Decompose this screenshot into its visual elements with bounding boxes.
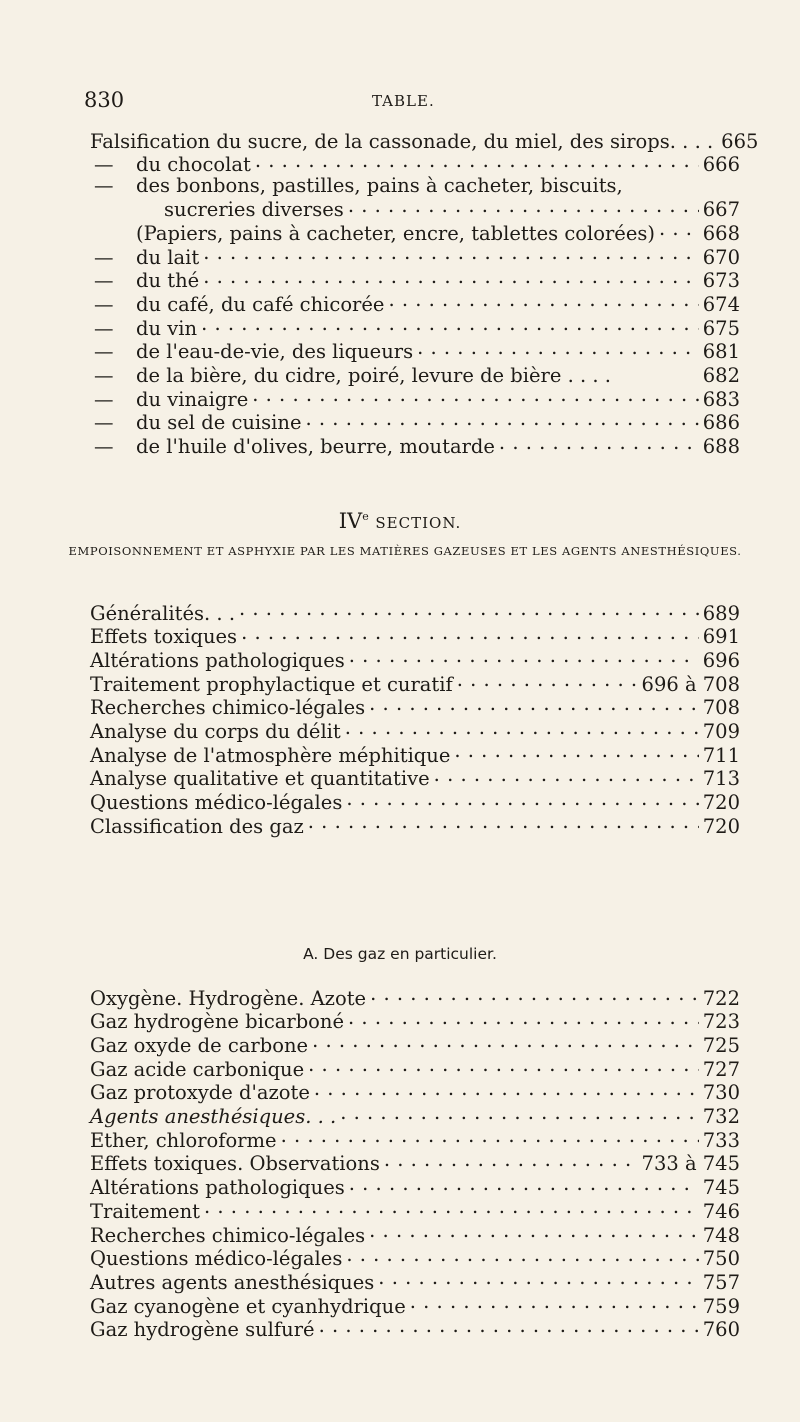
toc-entry-page: 675 xyxy=(702,316,740,340)
ditto-dash: — xyxy=(94,411,114,435)
dot-leader xyxy=(252,386,699,406)
toc-entry xyxy=(90,339,740,363)
toc-entry xyxy=(90,647,740,671)
dot-leader xyxy=(346,1246,698,1266)
toc-entry-page: 720 xyxy=(702,814,740,838)
ditto-dash: — xyxy=(94,153,114,177)
toc-entry-page: 686 xyxy=(702,411,740,435)
dot-leader xyxy=(659,220,699,240)
section-numeral-sup: e xyxy=(362,510,369,523)
toc-entry-label: Analyse du corps du délit xyxy=(90,720,341,744)
toc-entry xyxy=(90,434,740,458)
toc-entry-label: Effets toxiques xyxy=(90,625,238,649)
dot-leader xyxy=(308,813,699,833)
toc-entry-label: du thé xyxy=(136,269,200,293)
toc-entry xyxy=(90,1293,740,1317)
toc-entry xyxy=(90,386,740,410)
dot-leader xyxy=(281,1127,699,1147)
dot-leader xyxy=(384,1151,638,1171)
toc-entry xyxy=(90,1009,740,1033)
toc-entry-label: Questions médico-légales xyxy=(90,791,343,815)
toc-entry-label: Ether, chloroforme xyxy=(90,1128,277,1152)
toc-entry xyxy=(90,695,740,719)
toc-entry-page: 681 xyxy=(702,340,740,364)
toc-entry-page: 733 à 745 xyxy=(641,1152,740,1176)
dot-leader xyxy=(417,339,699,359)
dot-leader xyxy=(457,671,638,691)
toc-entry-label: des bonbons, pastilles, pains à cacheter, biscuits, xyxy=(136,174,623,198)
dot-leader xyxy=(241,624,699,644)
ditto-dash: — xyxy=(94,269,114,293)
dot-leader xyxy=(369,1222,699,1242)
toc-entry xyxy=(90,128,759,153)
toc-entry-label: Généralités. . . xyxy=(90,601,236,625)
toc-entry-page: 732 xyxy=(702,1105,740,1129)
toc-entry-label: Effets toxiques. Observations xyxy=(90,1152,380,1176)
toc-entry-label: Gaz cyanogène et cyanhydrique xyxy=(90,1294,406,1318)
dot-leader xyxy=(454,742,698,762)
dot-leader xyxy=(203,244,699,264)
toc-entry-label: Altérations pathologiques xyxy=(90,1176,345,1200)
dot-leader xyxy=(378,1269,698,1289)
running-title: TABLE. xyxy=(372,92,435,110)
toc-entry xyxy=(90,315,740,339)
toc-entry-label: Oxygène. Hydrogène. Azote xyxy=(90,986,367,1010)
toc-entry-page: 670 xyxy=(702,245,740,269)
ditto-dash: — xyxy=(94,245,114,269)
toc-entry-label: Traitement xyxy=(90,1199,200,1223)
dot-leader xyxy=(369,695,699,715)
falsification-list xyxy=(90,128,759,459)
dot-leader xyxy=(308,1056,699,1076)
toc-entry-page: 750 xyxy=(702,1247,740,1271)
toc-entry-label: Gaz protoxyde d'azote xyxy=(90,1081,310,1105)
toc-entry xyxy=(90,220,740,244)
toc-entry xyxy=(90,1317,740,1341)
dot-leader xyxy=(349,1175,699,1195)
toc-entry xyxy=(90,1198,740,1222)
toc-entry-page: 757 xyxy=(702,1270,740,1294)
toc-entry-label: Gaz oxyde de carbone xyxy=(90,1033,309,1057)
toc-entry xyxy=(90,1269,740,1293)
toc-entry-page: 674 xyxy=(702,292,740,316)
dot-leader xyxy=(348,1009,699,1029)
toc-entry xyxy=(90,244,740,268)
toc-entry-label: Analyse de l'atmosphère méphitique xyxy=(90,743,451,767)
toc-entry-label: de la bière, du cidre, poiré, levure de bière . . . . xyxy=(136,364,611,388)
dot-leader xyxy=(203,268,699,288)
toc-entry-label: Gaz hydrogène sulfuré xyxy=(90,1318,315,1342)
toc-entry-page: 691 xyxy=(702,625,740,649)
toc-entry-page: 711 xyxy=(702,743,740,767)
toc-entry xyxy=(90,766,740,790)
toc-entry xyxy=(90,790,740,814)
dot-leader xyxy=(410,1293,699,1313)
toc-entry xyxy=(90,175,740,196)
toc-entry-page: 665 xyxy=(721,129,759,153)
toc-entry xyxy=(90,1246,740,1270)
ditto-dash: — xyxy=(94,174,114,198)
dot-leader xyxy=(306,410,699,430)
toc-entry xyxy=(90,1032,740,1056)
toc-entry-label: Traitement prophylactique et curatif xyxy=(90,672,453,696)
toc-entry-page: 725 xyxy=(702,1033,740,1057)
toc-entry-page: 668 xyxy=(702,221,740,245)
toc-entry-label: du vinaigre xyxy=(136,387,249,411)
toc-entry-page: 760 xyxy=(702,1318,740,1342)
dot-leader xyxy=(499,434,699,454)
toc-entry-page: 746 xyxy=(702,1199,740,1223)
toc-entry xyxy=(90,671,740,695)
toc-entry-page: 688 xyxy=(702,435,740,459)
toc-entry xyxy=(90,1222,740,1246)
toc-entry xyxy=(90,1080,740,1104)
toc-entry-label: Autres agents anesthésiques xyxy=(90,1270,375,1294)
toc-entry-page: 727 xyxy=(702,1057,740,1081)
toc-entry-label: de l'eau-de-vie, des liqueurs xyxy=(136,340,414,364)
dot-leader xyxy=(312,1032,699,1052)
toc-entry-page: 709 xyxy=(702,720,740,744)
gases-list xyxy=(90,985,740,1341)
toc-entry-page: 720 xyxy=(702,791,740,815)
toc-entry-page: 708 xyxy=(702,696,740,720)
toc-entry-page: 723 xyxy=(702,1010,740,1034)
toc-entry-label: (Papiers, pains à cacheter, encre, tablettes colorées) xyxy=(136,221,655,245)
toc-entry-continuation xyxy=(90,197,740,221)
toc-entry xyxy=(90,1104,740,1128)
section-numeral: IV xyxy=(338,509,363,533)
ditto-dash: — xyxy=(94,340,114,364)
dot-leader xyxy=(348,197,699,217)
toc-entry-label: Recherches chimico-légales xyxy=(90,1223,366,1247)
toc-entry-label: du vin xyxy=(136,316,198,340)
dot-leader xyxy=(346,790,698,810)
ditto-dash: — xyxy=(94,387,114,411)
toc-entry-page: 683 xyxy=(702,387,740,411)
ditto-dash: — xyxy=(94,292,114,316)
ditto-dash: — xyxy=(94,316,114,340)
toc-entry-page: 713 xyxy=(702,767,740,791)
dot-leader xyxy=(345,719,699,739)
toc-entry xyxy=(90,152,740,176)
toc-entry-label: Analyse qualitative et quantitative xyxy=(90,767,430,791)
toc-entry xyxy=(90,410,740,434)
dot-leader xyxy=(255,152,699,172)
dot-leader xyxy=(340,1104,699,1124)
toc-entry xyxy=(90,363,740,387)
toc-entry xyxy=(90,291,740,315)
toc-entry-label: Questions médico-légales xyxy=(90,1247,343,1271)
ditto-dash: — xyxy=(94,435,114,459)
toc-entry xyxy=(90,624,740,648)
dot-leader xyxy=(239,600,699,620)
toc-entry xyxy=(90,985,740,1009)
dot-leader xyxy=(434,766,699,786)
toc-entry-label: du chocolat xyxy=(136,153,251,177)
toc-entry xyxy=(90,1175,740,1199)
toc-entry-label: Altérations pathologiques xyxy=(90,648,345,672)
toc-entry-page: 696 à 708 xyxy=(641,672,740,696)
page-header xyxy=(0,88,800,118)
section-subtitle: EMPOISONNEMENT ET ASPHYXIE PAR LES MATIÈRES GAZEUSES ET LES AGENTS ANESTHÉSIQUES. xyxy=(68,544,742,558)
toc-entry-label: de l'huile d'olives, beurre, moutarde xyxy=(136,435,495,459)
dot-leader xyxy=(201,315,699,335)
dot-leader xyxy=(319,1317,699,1337)
toc-entry-label: du café, du café chicorée xyxy=(136,292,385,316)
toc-entry-label: Agents anesthésiques. . . xyxy=(90,1105,337,1129)
toc-entry-page: 733 xyxy=(702,1128,740,1152)
toc-entry-page: 689 xyxy=(702,601,740,625)
toc-entry-label: Gaz hydrogène bicarboné xyxy=(90,1010,345,1034)
toc-entry xyxy=(90,742,740,766)
toc-entry-label: sucreries diverses xyxy=(164,198,344,222)
toc-entry-page: 730 xyxy=(702,1081,740,1105)
toc-entry-label: du sel de cuisine xyxy=(136,411,302,435)
toc-entry-page: 666 xyxy=(702,153,740,177)
ditto-dash: — xyxy=(94,364,114,388)
toc-entry-label: Falsification du sucre, de la cassonade, du miel, des sirops. . . . xyxy=(90,129,714,153)
toc-entry xyxy=(90,1127,740,1151)
toc-entry-page: 745 xyxy=(702,1176,740,1200)
dot-leader xyxy=(314,1080,699,1100)
general-list xyxy=(90,600,740,837)
toc-entry-page: 759 xyxy=(702,1294,740,1318)
toc-entry-page: 722 xyxy=(702,986,740,1010)
toc-entry xyxy=(90,1056,740,1080)
toc-entry-page: 682 xyxy=(702,364,740,388)
dot-leader xyxy=(370,985,699,1005)
toc-entry xyxy=(90,268,740,292)
toc-entry-page: 673 xyxy=(702,269,740,293)
toc-entry xyxy=(90,1151,740,1175)
toc-entry xyxy=(90,813,740,837)
subsection-heading: A. Des gaz en particulier. xyxy=(303,945,497,963)
section-word: SECTION. xyxy=(375,514,462,532)
page-number: 830 xyxy=(84,88,125,112)
toc-entry-label: du lait xyxy=(136,245,200,269)
toc-entry xyxy=(90,719,740,743)
toc-entry xyxy=(90,600,740,624)
section-heading xyxy=(0,509,800,533)
toc-entry-label: Classification des gaz xyxy=(90,814,304,838)
dot-leader xyxy=(349,647,699,667)
toc-entry-page: 748 xyxy=(702,1223,740,1247)
toc-entry-label: Recherches chimico-légales xyxy=(90,696,366,720)
dot-leader xyxy=(388,291,698,311)
toc-entry-page: 696 xyxy=(702,648,740,672)
toc-entry-page: 667 xyxy=(702,198,740,222)
dot-leader xyxy=(204,1198,699,1218)
toc-entry-label: Gaz acide carbonique xyxy=(90,1057,305,1081)
